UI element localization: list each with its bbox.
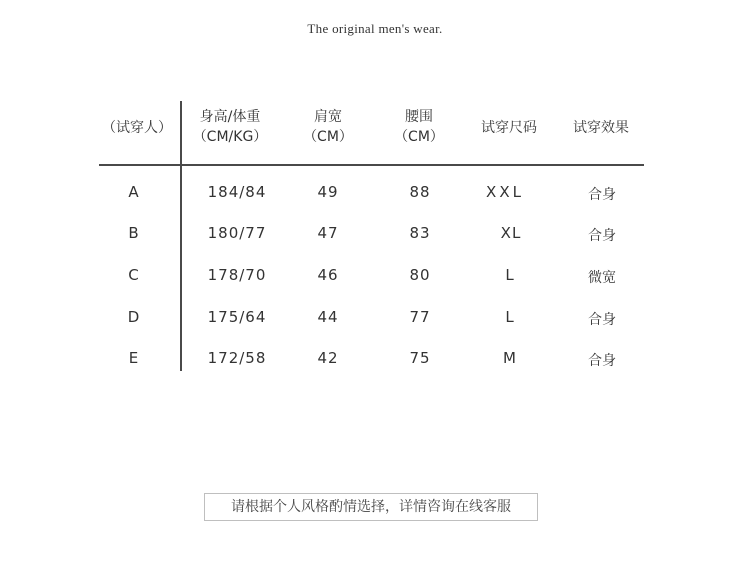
- cell-height-weight: 184/84: [207, 183, 267, 201]
- header-tester: [92, 118, 182, 138]
- cell-person: D: [127, 308, 141, 326]
- header-shoulder-label: 肩宽: [314, 109, 342, 125]
- cell-person: E: [128, 349, 140, 367]
- cell-waist: 88: [409, 183, 431, 201]
- cell-shoulder: 47: [317, 224, 339, 242]
- header-effect: [563, 118, 639, 138]
- cell-effect: 合身: [588, 228, 616, 244]
- cell-size: L: [505, 308, 515, 326]
- cell-person: A: [128, 183, 140, 201]
- cell-effect: 合身: [588, 353, 616, 369]
- cell-height-weight: 175/64: [207, 308, 267, 326]
- cell-person: B: [128, 224, 140, 242]
- header-effect-label: 试穿效果: [573, 120, 629, 136]
- cell-shoulder: 49: [317, 183, 339, 201]
- cell-shoulder: 42: [317, 349, 339, 367]
- cell-height-weight: 178/70: [207, 266, 267, 284]
- header-size: [471, 118, 547, 138]
- column-divider: [180, 101, 182, 371]
- header-size-label: 试穿尺码: [481, 120, 537, 136]
- cell-waist: 83: [409, 224, 431, 242]
- cell-size: XL: [500, 224, 522, 242]
- cell-shoulder: 46: [317, 266, 339, 284]
- header-waist-label: 腰围: [405, 109, 433, 125]
- cell-size: M: [503, 349, 517, 367]
- cell-size: XXL: [486, 183, 524, 201]
- cell-height-weight: 172/58: [207, 349, 267, 367]
- cell-effect: 合身: [588, 312, 616, 328]
- cell-waist: 80: [409, 266, 431, 284]
- cell-effect: 合身: [588, 187, 616, 203]
- cell-waist: 77: [409, 308, 431, 326]
- header-height-weight-label: 身高/体重: [199, 109, 261, 125]
- header-waist: [389, 107, 449, 147]
- cell-waist: 75: [409, 349, 431, 367]
- header-shoulder-unit: （CM）: [303, 129, 353, 145]
- header-waist-unit: （CM）: [394, 129, 444, 145]
- header-shoulder: [298, 107, 358, 147]
- cell-effect: 微宽: [588, 270, 616, 286]
- header-height-weight: [190, 107, 270, 147]
- advice-note: 请根据个人风格酌情选择，详情咨询在线客服: [204, 493, 538, 521]
- header-tester-label: （试穿人）: [102, 120, 172, 136]
- cell-person: C: [128, 266, 140, 284]
- cell-shoulder: 44: [317, 308, 339, 326]
- tagline: The original men's wear.: [307, 21, 443, 36]
- cell-height-weight: 180/77: [207, 224, 267, 242]
- header-height-weight-unit: （CM/KG）: [192, 129, 268, 145]
- cell-size: L: [505, 266, 515, 284]
